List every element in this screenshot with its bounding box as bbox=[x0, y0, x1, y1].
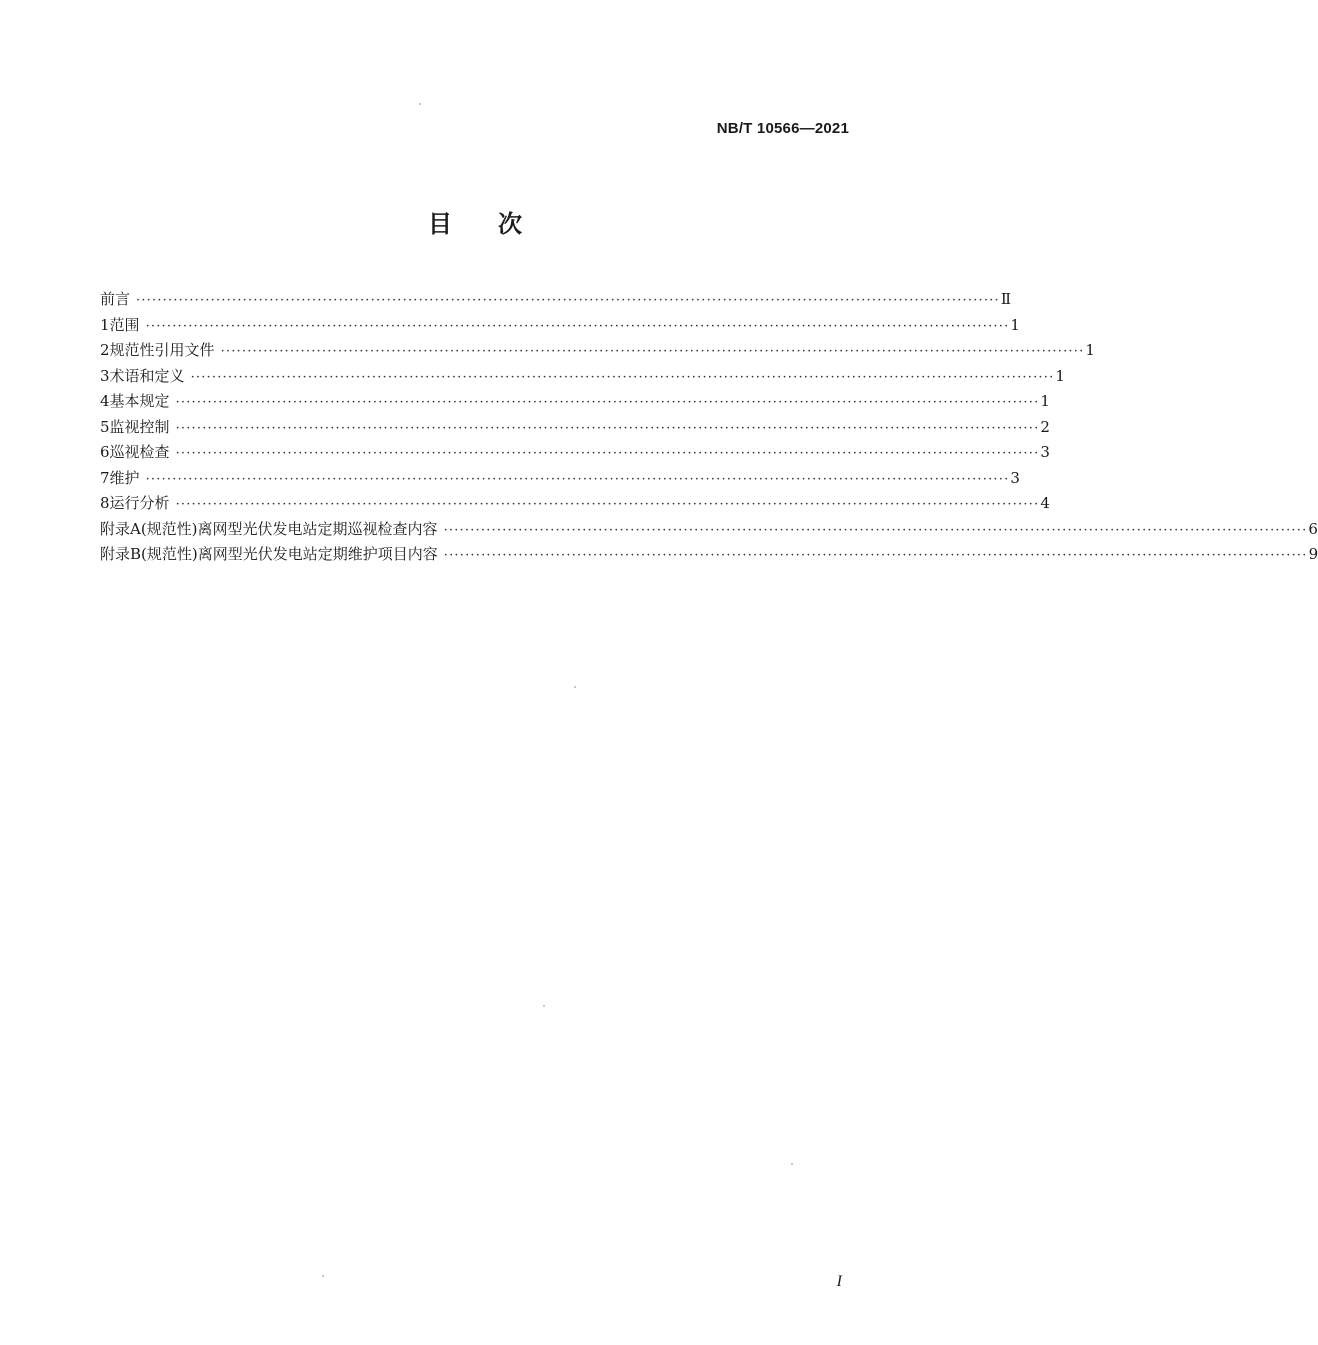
toc-entry-terms[interactable] bbox=[100, 364, 1065, 390]
toc-entry-label: 附录A(规范性) bbox=[100, 519, 198, 538]
toc-entry-page: 1 bbox=[1085, 341, 1095, 359]
toc-entry-label: 附录B(规范性) bbox=[100, 545, 198, 563]
toc-entry-label: 范围 bbox=[109, 315, 140, 334]
toc-entry-maintenance[interactable] bbox=[100, 466, 1020, 492]
toc-entry-page: 1 bbox=[1010, 315, 1020, 334]
toc-entry-number: 6 bbox=[100, 443, 110, 461]
scan-speck bbox=[322, 1275, 324, 1277]
toc-entry-normative-references[interactable] bbox=[100, 338, 1095, 364]
toc-entry-page: 3 bbox=[1040, 443, 1050, 461]
scan-speck bbox=[543, 1005, 545, 1007]
toc-entry-appendix-title: 离网型光伏发电站定期维护项目内容 bbox=[197, 545, 438, 563]
standard-number: NB/T 10566—2021 bbox=[716, 120, 849, 137]
toc-entry-number: 4 bbox=[100, 392, 110, 410]
toc-entry-foreword[interactable] bbox=[100, 287, 1012, 313]
toc-entry-page: 9 bbox=[1308, 545, 1318, 563]
scan-speck bbox=[419, 103, 421, 105]
toc-dot-leader: ·································································································································································· bbox=[136, 293, 1000, 308]
toc-dot-leader: ·································································································································································· bbox=[175, 395, 1040, 410]
toc-entry-appendix-title: 离网型光伏发电站定期巡视检查内容 bbox=[197, 519, 438, 538]
toc-entry-scope[interactable] bbox=[100, 313, 1020, 339]
toc-dot-leader: ·································································································································································· bbox=[190, 369, 1055, 385]
toc-entry-appendix-b[interactable] bbox=[100, 542, 1318, 568]
toc-entry-page: 1 bbox=[1040, 392, 1050, 410]
toc-entry-basic-rules[interactable] bbox=[100, 389, 1050, 415]
toc-entry-number: 1 bbox=[100, 315, 110, 334]
toc-entry-label: 基本规定 bbox=[109, 392, 170, 410]
toc-dot-leader: ·································································································································································· bbox=[220, 344, 1085, 359]
toc-dot-leader: ·································································································································································· bbox=[175, 497, 1040, 512]
toc-entry-operation-analysis[interactable] bbox=[100, 491, 1050, 517]
toc-entry-label: 运行分析 bbox=[109, 494, 170, 512]
table-of-contents bbox=[100, 287, 1318, 568]
toc-entry-number: 7 bbox=[100, 468, 110, 487]
toc-dot-leader: ·································································································································································· bbox=[145, 318, 1010, 334]
page-number: I bbox=[836, 1273, 842, 1290]
toc-entry-number: 5 bbox=[100, 417, 110, 436]
toc-entry-page: 4 bbox=[1040, 494, 1050, 512]
toc-dot-leader: ·································································································································································· bbox=[175, 420, 1040, 436]
scan-speck bbox=[574, 686, 576, 688]
toc-entry-monitoring[interactable] bbox=[100, 415, 1050, 441]
toc-entry-page: 1 bbox=[1055, 366, 1065, 385]
toc-dot-leader: ·································································································································································· bbox=[145, 471, 1010, 487]
toc-entry-label: 监视控制 bbox=[109, 417, 170, 436]
toc-entry-page: 3 bbox=[1010, 468, 1020, 487]
toc-entry-label: 维护 bbox=[109, 468, 140, 487]
toc-entry-page: Ⅱ bbox=[1000, 290, 1012, 308]
toc-entry-page: 2 bbox=[1040, 417, 1050, 436]
toc-entry-label: 巡视检查 bbox=[109, 443, 170, 461]
page-title: 目次 bbox=[428, 210, 568, 238]
toc-entry-number: 2 bbox=[100, 341, 110, 359]
scan-speck bbox=[791, 1163, 793, 1165]
toc-entry-page: 6 bbox=[1308, 519, 1318, 538]
toc-dot-leader: ·································································································································································· bbox=[443, 548, 1308, 563]
toc-entry-label: 术语和定义 bbox=[109, 366, 185, 385]
toc-entry-number: 3 bbox=[100, 366, 110, 385]
toc-entry-label: 前言 bbox=[100, 290, 131, 308]
toc-entry-number: 8 bbox=[100, 494, 110, 512]
toc-entry-appendix-a[interactable] bbox=[100, 517, 1318, 543]
toc-entry-inspection[interactable] bbox=[100, 440, 1050, 466]
toc-dot-leader: ·································································································································································· bbox=[443, 522, 1308, 538]
toc-entry-label: 规范性引用文件 bbox=[109, 341, 215, 359]
toc-dot-leader: ·································································································································································· bbox=[175, 446, 1040, 461]
